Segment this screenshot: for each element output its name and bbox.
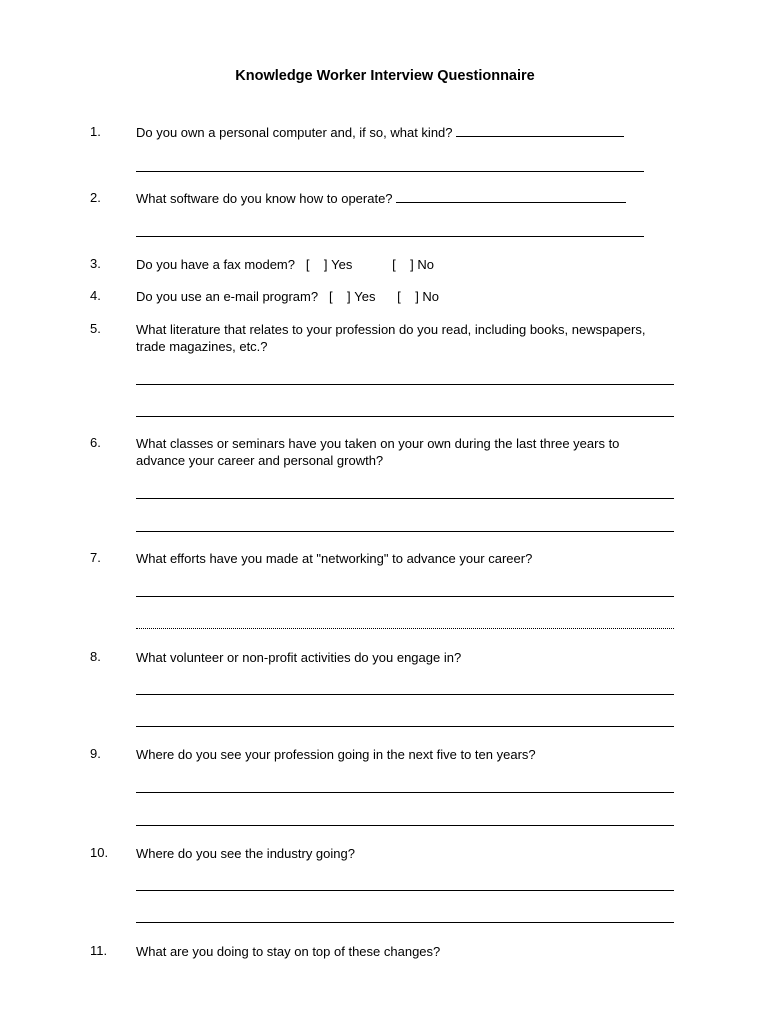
checkbox-yes[interactable]: [ ] [298,257,332,272]
question-number: 1. [90,124,101,139]
answer-line[interactable] [396,190,626,203]
question-11: What are you doing to stay on top of these changes? [136,944,441,959]
checkbox-no[interactable]: [ ] [379,289,423,304]
answer-line[interactable] [136,236,644,237]
question-number: 8. [90,649,101,664]
question-text: Do you have a fax modem? [136,257,295,272]
question-text: Do you own a personal computer and, if so, what kind? [136,125,453,140]
answer-line[interactable] [136,726,674,727]
question-text-line-2: trade magazines, etc.? [136,339,268,354]
answer-line[interactable] [136,890,674,891]
answer-line[interactable] [136,596,674,597]
option-no-label: No [422,289,440,304]
option-no-label: No [417,257,434,272]
checkbox-no[interactable]: [ ] [355,257,418,272]
question-number: 9. [90,746,101,761]
question-text: What software do you know how to operate? [136,191,393,206]
question-number: 11. [90,943,108,958]
question-4 [136,288,696,305]
answer-line[interactable] [136,498,674,499]
answer-line[interactable] [456,124,624,137]
answer-line[interactable] [136,694,674,695]
answer-line[interactable] [136,628,674,629]
question-text: Do you use an e-mail program? [136,289,319,304]
answer-line[interactable] [136,825,674,826]
question-6 [136,435,696,469]
answer-line[interactable] [136,384,674,385]
question-number: 3. [90,256,101,271]
question-5 [136,321,696,355]
question-10: Where do you see the industry going? [136,846,355,861]
question-7: What efforts have you made at "networking" to advance your career? [136,551,533,566]
question-text-line-1: What literature that relates to your profession do you read, including books, newspapers, [136,322,646,337]
question-number: 7. [90,550,101,565]
question-text-line-2: advance your career and personal growth? [136,453,384,468]
question-9: Where do you see your profession going in the next five to ten years? [136,747,536,762]
form-title: Knowledge Worker Interview Questionnaire [235,68,535,84]
option-yes-label: Yes [331,257,353,272]
answer-line[interactable] [136,531,674,532]
question-number: 5. [90,321,101,336]
question-1 [136,124,696,141]
question-3 [136,256,696,273]
question-number: 4. [90,288,101,303]
question-8: What volunteer or non-profit activities do you engage in? [136,650,462,665]
answer-line[interactable] [136,922,674,923]
answer-line[interactable] [136,171,644,172]
question-text-line-1: What classes or seminars have you taken on your own during the last three years to [136,436,620,451]
checkbox-yes[interactable]: [ ] [321,289,355,304]
answer-line[interactable] [136,416,674,417]
answer-line[interactable] [136,792,674,793]
question-number: 6. [90,435,101,450]
question-number: 2. [90,190,101,205]
question-2 [136,190,696,207]
question-number: 10. [90,845,109,860]
option-yes-label: Yes [354,289,376,304]
